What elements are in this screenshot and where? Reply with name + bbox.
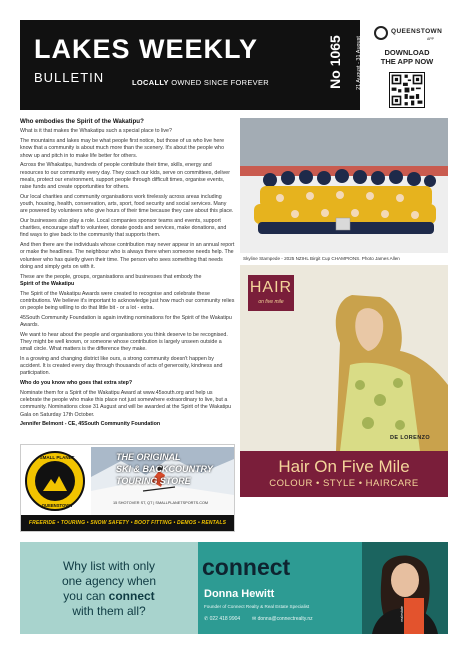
sp-line-3: TOURING STORE (116, 476, 191, 486)
agent-email-address: donna@connectrealty.nz (257, 616, 313, 622)
pitch-line-2: one agency when (61, 574, 157, 588)
hair-on-five-mile-ad[interactable] (240, 265, 448, 497)
masthead (20, 20, 360, 110)
sp-line-2: SKI & BACKCOUNTRY (116, 464, 213, 474)
article-paragraph: Our local charities and community organisations work tirelessly across areas including youth, housing, health, conservation, arts, sport, food security and social services. Many are powered by volunteers who give hours of their time because they care about this place. (20, 193, 234, 215)
phone-icon: ✆ (204, 616, 210, 622)
small-planet-logo (25, 451, 85, 511)
hair-logo (248, 275, 294, 311)
tagline-rest: OWNED SINCE FOREVER (168, 78, 270, 87)
article-heading: Who embodies the Spirit of the Wakatipu? (20, 118, 144, 125)
article-paragraph: In a growing and changing district like ours, a strong community doesn't happen by accident. It is created every day through thousands of acts of generosity, kindness and participation. (20, 356, 223, 377)
article-signoff: Jennifer Belmont - CE, 45South Community Foundation (20, 421, 161, 428)
pitch-brand: connect (108, 589, 155, 603)
mountain-icon (43, 473, 67, 491)
agent-email[interactable] (252, 616, 313, 622)
publication-subtitle: BULLETIN (34, 70, 105, 85)
issue-block (320, 26, 362, 106)
hair-ad-photo (240, 265, 448, 451)
article-paragraph: Nominate them for a Spirit of the Wakatipu Award at www.45south.org and help us celebrate the people who make this place not just somewhere extraordinary to live, but a community. Nominations close 31 August and will be awarded at the Spirit of the Wakatipu Gala on Saturday 17th October. (20, 390, 232, 418)
badge-bottom-text: QUEENSTOWN (41, 503, 73, 508)
connect-logo: connect (202, 554, 291, 580)
hair-ad-band (240, 451, 448, 497)
hair-ad-services: COLOUR • STYLE • HAIRCARE (269, 478, 419, 489)
hair-logo-main: HAIR (249, 279, 293, 296)
app-cta (367, 48, 447, 66)
de-lorenzo-brand: DE LORENZO (390, 435, 431, 441)
article-paragraph: What is it that makes the Whakatipu such a special place to live? (20, 128, 172, 135)
article-people-bold: Spirit of the Wakatipu (20, 280, 75, 287)
flag-text: realestate (399, 606, 404, 622)
tagline (132, 78, 269, 87)
agent-phone-number: 022 418 9904 (209, 616, 241, 622)
hair-logo-sub: on five mile (258, 299, 284, 305)
article-paragraph: The mountains and lakes may be what people first notice, but those of us who live here know that a community is about much more than the scenery. It's about the people who show up and pitch in to make life better for others. (20, 138, 225, 159)
photo-caption: Skyline Stampede - 2025 NZIHL Birgit Cup CHAMPIONS. Photo James Allen (243, 256, 400, 261)
queenstown-app-logo-icon (374, 26, 388, 40)
publication-title: LAKES WEEKLY (34, 34, 259, 64)
app-cta-line2: THE APP NOW (380, 57, 434, 66)
team-photo-illustration (240, 118, 448, 253)
article (20, 118, 235, 431)
badge-top-text: SMALL PLANET (39, 455, 75, 460)
email-icon: ✉ (252, 616, 258, 622)
article-question: Who do you know who goes that extra step? (20, 380, 133, 387)
qr-code-icon[interactable] (389, 72, 425, 108)
article-paragraph: The Spirit of the Wakatipu Awards were created to recognise and celebrate these contributions. We believe it's important to acknowledge just how much our community relies on people being willing to do that little bit - or a lot - extra. (20, 290, 235, 312)
app-brand-sub: APP (427, 37, 435, 41)
tagline-bold: LOCALLY (132, 78, 169, 87)
connect-pitch (20, 542, 198, 634)
issue-dates: 21 August - 31 August (356, 36, 362, 90)
sp-services-bar: FREERIDE • TOURING • SNOW SAFETY • BOOT FITTING • DEMOS • RENTALS (21, 515, 234, 531)
team-photo (240, 118, 448, 253)
realestate-flag (399, 598, 424, 634)
app-brand: QUEENSTOWN (391, 28, 443, 35)
sp-address: 15 SHOTOVER ST, QT | SMALLPLANETSPORTS.COM (113, 501, 209, 505)
issue-number: No 1065 (327, 35, 343, 89)
agent-phone[interactable] (204, 616, 240, 622)
pitch-line-1: Why list with only (62, 559, 156, 573)
app-promo[interactable] (367, 20, 447, 110)
small-planet-ad[interactable] (20, 444, 235, 532)
sp-line-1: THE ORIGINAL (116, 452, 181, 462)
agent-role: Founder of Connect Realty & Real Estate Specialist (204, 604, 310, 609)
app-cta-line1: DOWNLOAD (384, 48, 430, 57)
article-paragraph: We want to hear about the people and organisations you think deserve to be recognised. They might be well known, or someone whose contribution is largely unseen outside a small circle. What matters is the difference they make. (20, 331, 228, 353)
connect-realty-ad[interactable] (20, 542, 448, 634)
article-paragraph: Our businesses also play a role. Local companies sponsor teams and events, support charities, encourage staff to volunteer, donate goods and services, make donations, and find ways to give back to the community that supports them. (20, 218, 227, 239)
article-paragraph (20, 274, 235, 288)
pitch-line-4: with them all? (72, 604, 146, 618)
article-paragraph: 45South Community Foundation is again inviting nominations for the Spirit of the Wakatipu Awards. (20, 314, 232, 329)
article-people-intro: These are the people, groups, organisations and businesses that embody the (20, 273, 202, 280)
pitch-line-3 (20, 590, 198, 604)
hair-ad-title: Hair On Five Mile (278, 457, 410, 476)
article-paragraph: Across the Whakatipu, hundreds of people contribute their time, skills, energy and resources to our community every day. They coach our kids, serve on committees, deliver meals, protect our environment, support people through difficult times, organise events, raise funds and create opportunities for others. (20, 162, 231, 191)
pitch-pre: you can (63, 589, 106, 603)
article-paragraph: And then there are the individuals whose contribution may never appear in an annual report or make the headlines. The neighbour who is always there when someone needs help. The volunteer who has quietly given their time. The person who sees something that needs doing and simply gets on with it. (20, 242, 235, 270)
agent-name: Donna Hewitt (204, 588, 275, 600)
